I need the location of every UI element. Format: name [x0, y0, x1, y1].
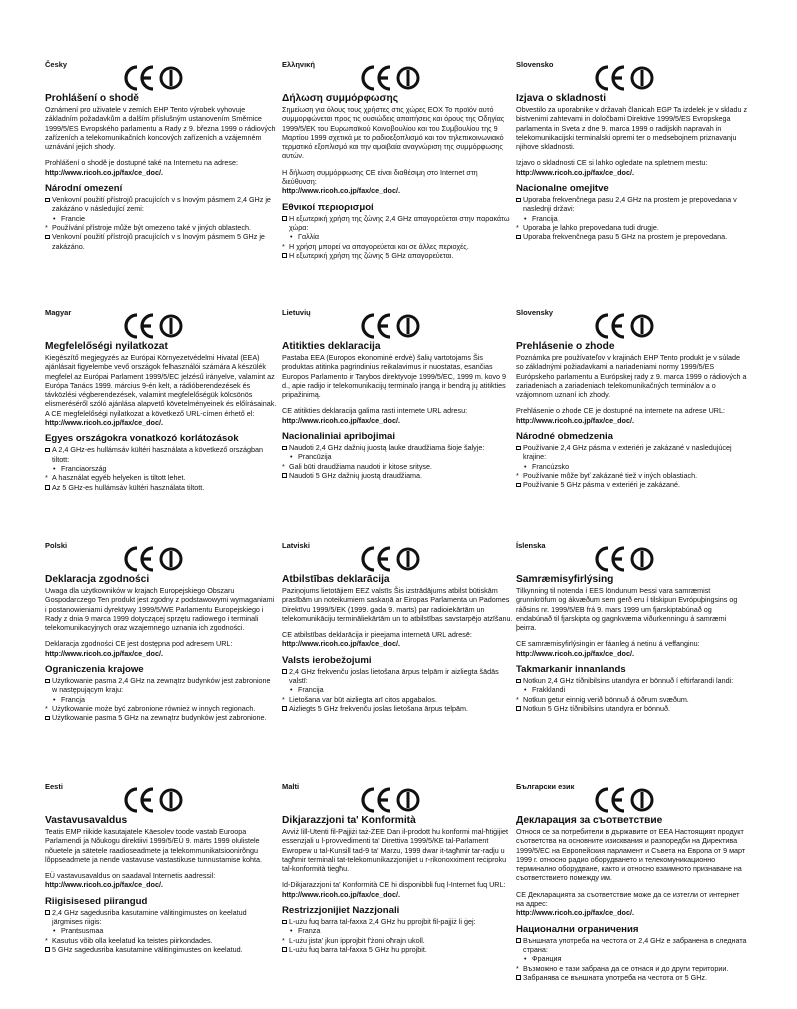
checkbox-icon — [282, 947, 287, 952]
list-item: Notkun 5 GHz tíðnibilsins utandyra er bönnuð. — [516, 704, 748, 713]
language-label: Ελληνική — [282, 60, 315, 69]
doc-url-link[interactable]: http://www.ricoh.co.jp/fax/ce_doc/. — [516, 167, 634, 177]
language-label: Slovensko — [516, 60, 554, 69]
checkbox-icon — [45, 679, 50, 684]
restrictions-heading: Nacionaliniai apribojimai — [282, 431, 396, 443]
section-title: Prehlásenie o zhode — [516, 341, 615, 352]
body-text-2: CE atitikties deklaracija galima rasti internete URL adresu: — [282, 406, 468, 416]
list-item: * Uporaba je lahko prepovedana tudi drugje. — [516, 222, 659, 232]
body-text: Uwaga dla użytkowników w krajach Europejskiego Obszaru Gospodarczego Ten produkt jest zgodny z podstawowymi wymaganiami i postanowieniami dyrektywy 1999/5/WE Parlamentu Europejskiego i Rady z dnia 9 marca 1999 dotyczącej sprzętu radiowego i terminali telekomunikacyjnych oraz wzajemnego uznania ich zgodności. — [45, 586, 275, 633]
list-item: Aizliegts 5 GHz frekvenču joslas lietošana ārpus telpām. — [282, 704, 514, 713]
section-latvian — [282, 541, 514, 713]
checkbox-icon — [282, 446, 287, 451]
restrictions-heading: Εθνικοί περιορισμοί — [282, 201, 374, 213]
section-czech — [45, 60, 277, 251]
restrictions-heading: Národní omezení — [45, 183, 123, 195]
language-label: Eesti — [45, 782, 63, 791]
language-label: Slovensky — [516, 308, 554, 317]
language-label: Lietuvių — [282, 308, 311, 317]
section-estonian — [45, 782, 277, 954]
restrictions-heading: Nacionalne omejitve — [516, 183, 609, 195]
language-label: Български език — [516, 782, 575, 791]
restrictions-heading: Egyes országokra vonatkozó korlátozások — [45, 433, 239, 445]
checkbox-icon — [45, 947, 50, 952]
section-title: Dikjarazzjoni ta' Konformità — [282, 815, 416, 826]
checkbox-icon — [282, 253, 287, 258]
ce-mark-icon — [123, 545, 185, 573]
ce-mark-icon — [123, 312, 185, 340]
section-lithuanian — [282, 308, 514, 480]
body-text: Относя се за потребители в държавите от EEA Настоящият продукт съответства на основните изисквания и разпоредби на Директива 1999/5/ЕС на Европейския парламент и Съвета на Европа от 9 март 1999 г. относно радио оборудването и телекомуникационно терминално оборудване, както и относно взаимното признаване на съответствието помежду им. — [516, 827, 746, 883]
body-text-2: Izjavo o skladnosti CE si lahko ogledate na spletnem mestu: — [516, 158, 708, 168]
country-item: • Prantsusmaa — [45, 926, 277, 935]
list-item: Η εξωτερική χρήση της ζώνης 5 GHz απαγορεύεται. — [282, 251, 514, 260]
country-item: • Γαλλία — [282, 232, 514, 241]
language-label: Magyar — [45, 308, 72, 317]
body-text-2: Η δήλωση συμμόρφωσης CE είναι διαθέσιμη στο Internet στη διεύθυνση: — [282, 167, 478, 187]
ce-mark-icon — [360, 64, 422, 92]
checkbox-icon — [282, 216, 287, 221]
checkbox-icon — [282, 706, 287, 711]
doc-url-link[interactable]: http://www.ricoh.co.jp/fax/ce_doc/. — [282, 639, 400, 649]
checkbox-icon — [516, 938, 521, 943]
restrictions-heading: Riigisisesed piirangud — [45, 895, 148, 907]
body-text: Obvestilo za uporabnike v državah članicah EGP Ta izdelek je v skladu z bistvenimi zahtevami in določbami Direktive 1999/5/ES Evropskega parlamenta in Sveta z dne 9. marca 1999 o radijskih napravah in telekomunikacijski terminalski opremi ter o medsebojnem priznavanju njihove skladnosti. — [516, 105, 748, 152]
checkbox-icon — [516, 975, 521, 980]
restrictions-heading: Takmarkanir innanlands — [516, 664, 626, 676]
list-item: * Użytkowanie może być zabronione również w innych regionach. — [45, 703, 256, 713]
list-item: Používanie 2,4 GHz pásma v exteriéri je zakázané v nasledujúcej krajine: — [516, 443, 748, 462]
checkbox-icon — [282, 920, 287, 925]
list-item: L-użu fuq barra tal-faxxa 5 GHz hu pprojbit. — [282, 945, 514, 954]
section-title: Prohlášení o shodě — [45, 93, 139, 104]
list-item: Naudoti 5 GHz dažnių juostą draudžiama. — [282, 471, 514, 480]
checkbox-icon — [516, 679, 521, 684]
country-item: • Francúzsko — [516, 462, 748, 471]
doc-url-link[interactable]: http://www.ricoh.co.jp/fax/ce_doc/. — [45, 167, 163, 177]
doc-url-link[interactable]: http://www.ricoh.co.jp/fax/ce_doc/. — [45, 648, 163, 658]
language-label: Malti — [282, 782, 300, 791]
body-text: Teatis EMP riikide kasutajatele Käesolev toode vastab Euroopa Parlamendi ja Nõukogu direktiivi 1999/5/EÜ 9. märts 1999 olulistele nõuetele ja sätetele raadioseadmete ja telekommunikatsioonirõngu lõppseadmete ja nende vastavuse vastastikuse tunnustamise kohta. — [45, 827, 262, 864]
section-title: Deklaracja zgodności — [45, 574, 150, 585]
doc-url-link[interactable]: http://www.ricoh.co.jp/fax/ce_doc/. — [516, 908, 634, 918]
list-item: Η εξωτερική χρήση της ζώνης 2,4 GHz απαγορεύεται στην παρακάτω χώρα: — [282, 214, 514, 233]
list-item: A 2,4 GHz-es hullámsáv kültéri használata a következő országban tiltott: — [45, 445, 277, 464]
checkbox-icon — [516, 198, 521, 203]
ce-mark-icon — [594, 786, 656, 814]
language-label: Polski — [45, 541, 68, 550]
list-item: * A használat egyéb helyeken is tiltott lehet. — [45, 473, 186, 483]
checkbox-icon — [45, 485, 50, 490]
section-title: Декларация за съответствие — [516, 815, 663, 826]
body-text-2: CE atbilstības deklarācija ir pieejama internetā URL adresē: — [282, 630, 472, 640]
list-item: Venkovní použití přístrojů pracujících v s lnovým pásmem 5 GHz je zakázáno. — [45, 232, 277, 251]
section-title: Vastavusavaldus — [45, 815, 128, 826]
country-item: • Francie — [45, 214, 277, 223]
section-title: Samræmisyfirlýsing — [516, 574, 614, 585]
list-item: * Používání přístroje může být omezeno také v jiných oblastech. — [45, 222, 251, 232]
list-item: 5 GHz sagedusriba kasutamine välitingimustes on keelatud. — [45, 945, 277, 954]
restrictions-heading: Ograniczenia krajowe — [45, 664, 144, 676]
section-greek — [282, 60, 514, 260]
checkbox-icon — [45, 448, 50, 453]
list-item: 2,4 GHz sagedusriba kasutamine välitingimustes on keelatud järgmises riigis: — [45, 908, 277, 927]
body-text-2: Deklaracja zgodności CE jest dostępna pod adresem URL: — [45, 639, 233, 649]
list-item: * Notkun getur einnig verið bönnuð á öðrum svæðum. — [516, 694, 689, 704]
country-item: • Prancūzija — [282, 452, 514, 461]
doc-url-link[interactable]: http://www.ricoh.co.jp/fax/ce_doc/. — [282, 186, 400, 196]
ce-mark-icon — [360, 312, 422, 340]
ce-mark-icon — [594, 545, 656, 573]
section-title: Megfelelőségi nyilatkozat — [45, 341, 168, 352]
language-label: Íslenska — [516, 541, 546, 550]
country-item: • Francija — [516, 214, 748, 223]
ce-mark-icon — [360, 786, 422, 814]
list-item: Az 5 GHz-es hullámsáv kültéri használata tiltott. — [45, 483, 277, 492]
body-text: Paziņojums lietotājiem EEZ valstīs Šis izstrādājums atbilst būtiskām prasībām un noteikumiem saskaņā ar Eiropas Parlamenta un Padomes Direktīvu 1999/5/EK (1999. gada 9. marts) par radioiekārtām un telekomunikāciju termināliekārtām un to atbilstības savstarpējo atzīšanu. — [282, 586, 513, 623]
checkbox-icon — [282, 669, 287, 674]
section-title: Atbilstības deklarācija — [282, 574, 390, 585]
ce-mark-icon — [594, 312, 656, 340]
list-item: L-użu fuq barra tal-faxxa 2,4 GHz hu pprojbit fil-pajjiż li ġej: — [282, 917, 514, 926]
section-polish — [45, 541, 277, 723]
list-item: Notkun 2,4 GHz tíðnibilsins utandyra er bönnuð í eftirfarandi landi: — [516, 676, 748, 685]
section-title: Δήλωση συμμόρφωσης — [282, 93, 398, 104]
checkbox-icon — [45, 198, 50, 203]
ce-mark-icon — [360, 545, 422, 573]
list-item: * Kasutus võib olla keelatud ka teistes piirkondades. — [45, 935, 213, 945]
list-item: Użytkowanie pasma 5 GHz na zewnątrz budynków jest zabronione. — [45, 713, 277, 722]
list-item: * Възможно е тази забрана да се отнася и до други територии. — [516, 963, 729, 973]
checkbox-icon — [282, 473, 287, 478]
section-slovak — [516, 308, 748, 490]
list-item: * Používanie môže byť zakázané tiež v iných oblastiach. — [516, 470, 698, 480]
list-item: * Gali būti draudžiama naudoti ir kitose srityse. — [282, 461, 433, 471]
section-hungarian — [45, 308, 277, 492]
list-item: 2,4 GHz frekvenču joslas lietošana ārpus telpām ir aizliegta šādās valstī: — [282, 667, 514, 686]
list-item: Użytkowanie pasma 2,4 GHz na zewnątrz budynków jest zabronione w następującym kraju: — [45, 676, 277, 695]
body-text-2: CE Декларацията за съответствие може да се изтегли от интернет на адрес: — [516, 889, 740, 909]
list-item: Používanie 5 GHz pásma v exteriéri je zakázané. — [516, 480, 748, 489]
doc-url-link[interactable]: http://www.ricoh.co.jp/fax/ce_doc/. — [516, 415, 634, 425]
body-text: Poznámka pre používateľov v krajinách EHP Tento produkt je v súlade so základnými požiadavkami a nariadeniami normy 1999/5/ES Európskeho parlamentu a Európskej rady z 9. marca 1999 o rádiových a zariadeniach a zariadeniach telekomunikačných terminálov a o vzájomnom uznaní ich zhody. — [516, 353, 747, 400]
checkbox-icon — [516, 446, 521, 451]
list-item: Външната употреба на честота от 2,4 GHz е забранена в следната страна: — [516, 936, 748, 955]
country-item: • Франция — [516, 954, 748, 963]
country-item: • Francija — [282, 685, 514, 694]
checkbox-icon — [516, 483, 521, 488]
list-item: * Η χρήση μπορεί να απαγορεύεται και σε άλλες περιοχές. — [282, 241, 469, 251]
ce-mark-icon — [594, 64, 656, 92]
body-text: Oznámení pro uživatele v zemích EHP Tento výrobek vyhovuje základním požadavkům a dalším příslušným ustanovením Směrnice 1999/5/ES Evropského parlamentu a Rady z 9. března 1999 o rádiových zařízeních a telekomunikačních koncových zařízeních a vzájemném uznávání jejich shody. — [45, 105, 276, 152]
list-item: Naudoti 2,4 GHz dažnių juostą lauke draudžiama šioje šalyje: — [282, 443, 514, 452]
list-item: * Lietošana var būt aizliegta arī citos apgabalos. — [282, 694, 437, 704]
section-slovenian — [516, 60, 748, 242]
body-text-2: CE samræmisyfirlýsingin er fáanleg á netinu á veffanginu: — [516, 639, 700, 649]
section-bulgarian — [516, 782, 748, 982]
list-item: * L-użu jista' jkun ipprojbit f'żoni oħrajn ukoll. — [282, 935, 425, 945]
doc-url-link[interactable]: http://www.ricoh.co.jp/fax/ce_doc/. — [45, 418, 163, 428]
doc-url-link[interactable]: http://www.ricoh.co.jp/fax/ce_doc/. — [282, 889, 400, 899]
restrictions-heading: Национални ограничения — [516, 923, 639, 935]
checkbox-icon — [45, 235, 50, 240]
section-title: Izjava o skladnosti — [516, 93, 607, 104]
doc-url-link[interactable]: http://www.ricoh.co.jp/fax/ce_doc/. — [45, 880, 163, 890]
list-item: Uporaba frekvenčnega pasu 5 GHz na prostem je prepovedana. — [516, 232, 748, 241]
checkbox-icon — [45, 716, 50, 721]
checkbox-icon — [516, 235, 521, 240]
list-item: Забранява се външната употреба на честота от 5 GHz. — [516, 973, 748, 982]
body-text: Σημείωση για όλους τους χρήστες στις χώρες ΕΟΧ Το προϊόν αυτό συμμορφώνεται προς τις ουσιώδεις απαιτήσεις και όρους της Οδηγίας 1999/5/ΕΚ του Ευρωπαϊκού Κοινοβουλίου και του Συμβουλίου της 9 Μαρτίου 1999 σχετικά με το ραδιοεξοπλισμό και τον τηλεπικοινωνιακό τερματικό εξοπλισμό και την αμοιβαία αναγνώριση της συμμόρφωσης αυτών. — [282, 105, 505, 161]
section-maltese — [282, 782, 514, 954]
checkbox-icon — [516, 706, 521, 711]
ce-mark-icon — [123, 64, 185, 92]
body-text-2: EÜ vastavusavaldus on saadaval Internetis aadressil: — [45, 871, 216, 881]
body-text: Tilkynning til notenda í EES löndunum Þessi vara samræmist grunnkröfum og ákvæðum sem gerð eru í tilskipun Evrópuþingsins og ráðsins nr. 1999/5/EB frá 9. mars 1999 um fjarskiptabúnað og endabúnað til fjarskipta og gagnkvæma viðurkenningu á samræmi þeirra. — [516, 586, 738, 633]
body-text: Pastaba EEA (Europos ekonominė erdvė) šalių vartotojams Šis produktas atitinka pagrindinius reikalavimus ir nuostatas, esančias Europos Parlamento ir Tarybos direktyvoje 1999/5/EC, 1999 m. kovo 9 d., apie radijo ir telekomunikacijų terminalo įrangą ir bendrą jų atitikties pripažinimą. — [282, 353, 506, 400]
section-title: Atitikties deklaracija — [282, 341, 381, 352]
body-text-2: Prohlášení o shodě je dostupné také na Internetu na adrese: — [45, 158, 239, 168]
restrictions-heading: Restrizzjonijiet Nazzjonali — [282, 905, 400, 917]
doc-url-link[interactable]: http://www.ricoh.co.jp/fax/ce_doc/. — [282, 415, 400, 425]
body-text: Avviż lill-Utenti fil-Pajjiżi taż-ŻEE Dan il-prodott hu konformi mal-ħtiġijiet essenzjali u l-provvedimenti ta' Direttiva 1999/5/KE tal-Parlament Ewropew u tal-Kunsill tad-9 ta' Marzu, 1999 dwar it-tagħmir tar-radju u tagħmir terminali tat-telekomunikazzjonijiet u r-rikonoxximent reċiproku tal-konformità tiegħu. — [282, 827, 508, 874]
ce-mark-icon — [123, 786, 185, 814]
language-label: Latviski — [282, 541, 310, 550]
body-text-2: Prehlásenie o zhode CE je dostupné na internete na adrese URL: — [516, 406, 725, 416]
restrictions-heading: Národné obmedzenia — [516, 431, 614, 443]
country-item: • Franciaország — [45, 464, 277, 473]
country-item: • Frakklandi — [516, 685, 748, 694]
country-item: • Franza — [282, 926, 514, 935]
country-item: • Francja — [45, 695, 277, 704]
checkbox-icon — [45, 910, 50, 915]
list-item: Uporaba frekvenčnega pasu 2,4 GHz na prostem je prepovedana v naslednji državi: — [516, 195, 748, 214]
section-icelandic — [516, 541, 748, 713]
body-text-2: Id-Dikjarazzjoni ta' Konformità CE hi disponibbli fuq l-Internet fuq URL: — [282, 880, 506, 890]
doc-url-link[interactable]: http://www.ricoh.co.jp/fax/ce_doc/. — [516, 648, 634, 658]
body-text: Kiegészítő megjegyzés az Európai Környezetvédelmi Hivatal (EEA) ajánlásait figyelembe vevő országok felhasználói számára A készülék megfelel az Európai Parlament 1999/5/EC jelzésű irányelve, valamint az Európa Tanács 1999. március 9-én kelt, a rádióberendezések és távközlési végberendezések, valamint megfelelőségük kölcsönös elismeréséről szóló ajánlása alapvető követelményeinek és előírásainak. A CE megfelelőségi nyilatkozat a következő URL-címen érhető el: — [45, 353, 277, 418]
language-label: Česky — [45, 60, 68, 69]
restrictions-heading: Valsts ierobežojumi — [282, 654, 372, 666]
list-item: Venkovní použití přístrojů pracujících v s lnovým pásmem 2,4 GHz je zakázáno v následující zemi: — [45, 195, 277, 214]
